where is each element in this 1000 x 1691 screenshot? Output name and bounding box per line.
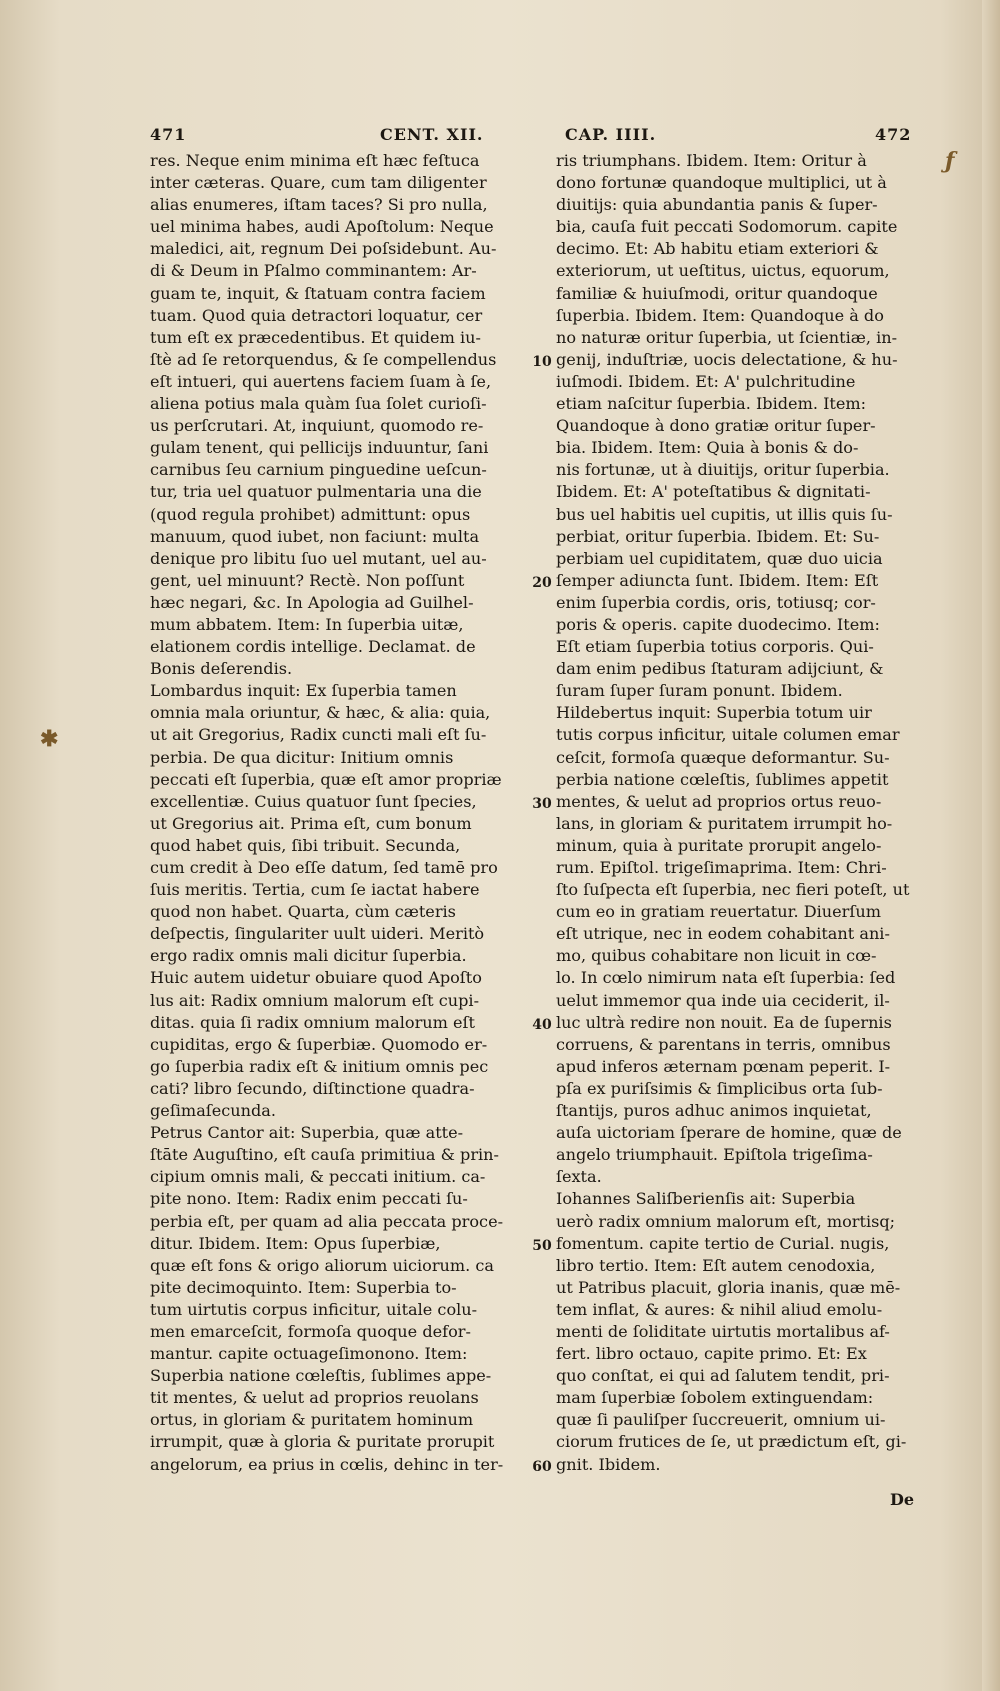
line-number-40: 40 — [532, 1017, 552, 1033]
left-column-line: aliena potius mala quàm ſua ſolet curioſi- — [150, 394, 487, 414]
left-page-number: 471 — [150, 125, 187, 144]
right-column-line: bia, cauſa fuit peccati Sodomorum. capite — [556, 217, 898, 237]
right-column-line: corruens, & parentans in terris, omnibus — [556, 1034, 891, 1054]
running-header — [150, 125, 910, 147]
margin-f-mark: ƒ — [945, 148, 955, 174]
left-column-line: maledici, ait, regnum Dei poſsidebunt. Au- — [150, 239, 497, 259]
left-column-line: cati? libro ſecundo, diſtinctione quadra- — [150, 1078, 475, 1098]
right-column-line: Eſt etiam ſuperbia totius corporis. Qui- — [556, 637, 874, 657]
right-column-line: uelut immemor qua inde uia ceciderit, il- — [556, 990, 890, 1010]
right-column-line: Ibidem. Et: A' poteſtatibus & dignitati- — [556, 482, 871, 502]
left-column-line: perbia eſt, per quam ad alia peccata proce- — [150, 1211, 504, 1231]
line-number-60: 60 — [532, 1459, 552, 1475]
left-column-line: manuum, quod iubet, non faciunt: multa — [150, 526, 480, 546]
left-column-line: guam te, inquit, & ſtatuam contra faciem — [150, 283, 486, 303]
left-column-line: Petrus Cantor ait: Superbia, quæ atte- — [150, 1123, 464, 1143]
right-column-line: ut Patribus placuit, gloria inanis, quæ mē- — [556, 1277, 901, 1297]
right-column-line: pſa ex puriſsimis & ſimplicibus orta ſub- — [556, 1078, 883, 1098]
right-column-line: lans, in gloriam & puritatem irrumpit ho- — [556, 813, 893, 833]
right-column-line: dono fortunæ quandoque multiplici, ut à — [556, 173, 887, 193]
right-column-line: decimo. Et: Ab habitu etiam exteriori & — [556, 239, 879, 259]
left-column-line: res. Neque enim minima eſt hæc feſtuca — [150, 151, 480, 170]
left-column-line: uel minima habes, audi Apoſtolum: Neque — [150, 217, 494, 237]
right-column-line: ſtantijs, puros adhuc animos inquietat, — [556, 1101, 872, 1121]
left-column-line: cupiditas, ergo & ſuperbiæ. Quomodo er- — [150, 1034, 488, 1054]
left-column-line: lus ait: Radix omnium malorum eſt cupi- — [150, 990, 480, 1010]
left-column-line: ditur. Ibidem. Item: Opus ſuperbiæ, — [150, 1233, 441, 1253]
right-page-number: 472 — [875, 125, 912, 144]
left-column-line: tum eſt ex præcedentibus. Et quidem iu- — [150, 327, 481, 347]
left-column-line: denique pro libitu ſuo uel mutant, uel au- — [150, 548, 487, 568]
left-column-line: ergo radix omnis mali dicitur ſuperbia. — [150, 946, 467, 966]
left-column-line: geſimaſecunda. — [150, 1101, 277, 1121]
left-column-line: gulam tenent, qui pellicijs induuntur, ſani — [150, 438, 489, 458]
left-column-line: tum uirtutis corpus inficitur, uitale colu- — [150, 1299, 478, 1319]
right-column-line: fomentum. capite tertio de Curial. nugis, — [556, 1233, 890, 1253]
left-column-line: perbia. De qua dicitur: Initium omnis — [150, 747, 454, 767]
right-column-line: tem inflat, & aures: & nihil aliud emolu- — [556, 1299, 883, 1319]
right-column-line: menti de ſoliditate uirtutis mortalibus af- — [556, 1321, 890, 1341]
right-column-line: mo, quibus cohabitare non licuit in cœ- — [556, 946, 877, 966]
left-column-line: eſt intueri, qui auertens faciem ſuam à ſe, — [150, 371, 492, 391]
left-column-line: excellentiæ. Cuius quatuor ſunt ſpecies, — [150, 791, 477, 811]
right-column-line: Quandoque à dono gratiæ oritur ſuper- — [556, 416, 876, 436]
left-column-line: ut ait Gregorius, Radix cuncti mali eſt ſu- — [150, 725, 487, 745]
right-column-line: bia. Ibidem. Item: Quia à bonis & do- — [556, 438, 859, 458]
right-column-line: ciorum frutices de ſe, ut prædictum eſt, gi- — [556, 1432, 907, 1452]
left-column-line: pite nono. Item: Radix enim peccati ſu- — [150, 1189, 468, 1209]
right-column-line: libro tertio. Item: Eſt autem cenodoxia, — [556, 1255, 876, 1275]
right-column-line: enim ſuperbia cordis, oris, totiusq; cor- — [556, 592, 876, 612]
line-number-30: 30 — [532, 796, 552, 812]
right-column-line: ris triumphans. Ibidem. Item: Oritur à — [556, 151, 867, 170]
right-column-line: mam ſuperbiæ ſobolem extinguendam: — [556, 1388, 874, 1408]
left-column-line: ut Gregorius ait. Prima eſt, cum bonum — [150, 813, 472, 833]
right-column-line: no naturæ oritur ſuperbia, ut ſcientiæ, in- — [556, 327, 898, 347]
right-column-line: perbia natione cœleſtis, ſublimes appetit — [556, 769, 889, 789]
right-column-line: Iohannes Saliſberienſis ait: Superbia — [556, 1189, 856, 1209]
left-column-line: cum credit à Deo eſſe datum, ſed tamē pro — [150, 858, 498, 877]
left-column-line: cipium omnis mali, & peccati initium. ca- — [150, 1167, 486, 1187]
right-column-line: tutis corpus inficitur, uitale columen emar — [556, 725, 900, 745]
right-column-line: exteriorum, ut ueſtitus, uictus, equorum, — [556, 261, 890, 281]
right-column-line: genij, induſtriæ, uocis delectatione, & hu- — [556, 349, 898, 369]
margin-asterisk-mark: ✱ — [40, 726, 59, 752]
right-column-line: ſto ſuſpecta eſt ſuperbia, nec fieri poteſt, ut — [556, 880, 910, 900]
left-column-line: irrumpit, quæ à gloria & puritate prorupit — [150, 1432, 495, 1452]
right-column-line: perbiat, oritur ſuperbia. Ibidem. Et: Su- — [556, 526, 880, 546]
right-column-line: nis fortunæ, ut à diuitijs, oritur ſuperbia. — [556, 460, 890, 480]
right-column-line: bus uel habitis uel cupitis, ut illis quis ſu- — [556, 504, 893, 524]
right-column-line: ſuram ſuper ſuram ponunt. Ibidem. — [556, 681, 843, 701]
left-column-line: ditas. quia ſi radix omnium malorum eſt — [150, 1012, 475, 1032]
left-column-line: Superbia natione cœleſtis, ſublimes appe- — [150, 1366, 492, 1386]
left-column-line: mum abbatem. Item: In ſuperbia uitæ, — [150, 614, 464, 634]
left-text-column — [150, 150, 528, 1476]
right-column-line: fert. libro octauo, capite primo. Et: Ex — [556, 1344, 867, 1364]
left-column-line: (quod regula prohibet) admittunt: opus — [150, 504, 471, 524]
page-edge — [982, 0, 1000, 1691]
right-column-line: cum eo in gratiam reuertatur. Diuerſum — [556, 902, 881, 922]
right-column-line: quo conſtat, ei qui ad ſalutem tendit, pri- — [556, 1366, 890, 1386]
right-column-line: uerò radix omnium malorum eſt, mortisq; — [556, 1211, 896, 1231]
right-column-line: diuitijs: quia abundantia panis & ſuper- — [556, 195, 878, 215]
left-column-line: go ſuperbia radix eſt & initium omnis pec — [150, 1056, 489, 1076]
left-column-line: Bonis deſerendis. — [150, 659, 293, 679]
right-column-line: gnit. Ibidem. — [556, 1454, 661, 1474]
left-column-line: Huic autem uidetur obuiare quod Apoſto — [150, 968, 482, 988]
right-column-line: poris & operis. capite duodecimo. Item: — [556, 614, 880, 634]
left-column-line: ſuis meritis. Tertia, cum ſe iactat habere — [150, 880, 480, 900]
right-column-line: minum, quia à puritate prorupit angelo- — [556, 835, 882, 855]
left-column-line: quod habet quis, ſibi tribuit. Secunda, — [150, 835, 461, 855]
left-column-line: us perſcrutari. At, inquiunt, quomodo re- — [150, 416, 484, 436]
left-column-line: gent, uel minuunt? Rectè. Non poſſunt — [150, 570, 465, 590]
left-column-line: elationem cordis intellige. Declamat. de — [150, 637, 476, 657]
right-column-line: auſa uictoriam ſperare de homine, quæ de — [556, 1123, 902, 1143]
right-column-line: apud inferos æternam pœnam peperit. I- — [556, 1056, 891, 1076]
left-column-line: men emarceſcit, formoſa quoque defor- — [150, 1321, 471, 1341]
right-column-line: eſt utrique, nec in eodem cohabitant ani- — [556, 924, 890, 944]
line-number-10: 10 — [532, 354, 552, 370]
right-column-line: mentes, & uelut ad proprios ortus reuo- — [556, 791, 882, 811]
left-column-line: carnibus ſeu carnium pinguedine ueſcun- — [150, 460, 487, 480]
left-column-line: quod non habet. Quarta, cùm cæteris — [150, 902, 456, 922]
right-column-line: perbiam uel cupiditatem, quæ duo uicia — [556, 548, 883, 568]
right-column-line: quæ ſi pauliſper ſuccreuerit, omnium ui- — [556, 1410, 886, 1430]
running-title-right: CAP. IIII. — [565, 125, 657, 144]
right-column-line: ceſcit, formoſa quæque deformantur. Su- — [556, 747, 890, 767]
right-column-line: luc ultrà redire non nouit. Ea de ſupernis — [556, 1012, 892, 1032]
left-column-line: omnia mala oriuntur, & hæc, & alia: quia, — [150, 703, 491, 723]
left-column-line: quæ eſt fons & origo aliorum uiciorum. ca — [150, 1255, 494, 1275]
running-title-left: CENT. XII. — [380, 125, 484, 144]
right-column-line: ſexta. — [556, 1167, 602, 1187]
right-column-line: etiam naſcitur ſuperbia. Ibidem. Item: — [556, 394, 867, 414]
right-column-line: iuſmodi. Ibidem. Et: A' pulchritudine — [556, 371, 856, 391]
left-column-line: pite decimoquinto. Item: Superbia to- — [150, 1277, 457, 1297]
left-column-line: mantur. capite octuageſimonono. Item: — [150, 1344, 468, 1364]
left-column-line: ortus, in gloriam & puritatem hominum — [150, 1410, 474, 1430]
right-column-line: ſemper adiuncta ſunt. Ibidem. Item: Eſt — [556, 570, 879, 590]
left-column-line: peccati eſt ſuperbia, quæ eſt amor propriæ — [150, 769, 502, 789]
right-column-line: rum. Epiſtol. trigeſimaprima. Item: Chri- — [556, 858, 887, 877]
left-column-line: di & Deum in Pſalmo comminantem: Ar- — [150, 261, 477, 281]
right-column-line: lo. In cœlo nimirum nata eſt ſuperbia: ſed — [556, 968, 896, 988]
right-column-line: familiæ & huiuſmodi, oritur quandoque — [556, 283, 878, 303]
catchword: De — [890, 1490, 915, 1509]
left-column-line: tit mentes, & uelut ad proprios reuolans — [150, 1388, 479, 1408]
left-column-line: tuam. Quod quia detractori loquatur, cer — [150, 305, 483, 325]
line-number-50: 50 — [532, 1238, 552, 1254]
left-column-line: inter cæteras. Quare, cum tam diligenter — [150, 173, 487, 193]
right-column-line: Hildebertus inquit: Superbia totum uir — [556, 703, 872, 723]
left-column-line: angelorum, ea prius in cœlis, dehinc in ter- — [150, 1454, 504, 1474]
left-column-line: hæc negari, &c. In Apologia ad Guilhel- — [150, 592, 474, 612]
line-number-20: 20 — [532, 575, 552, 591]
left-column-line: deſpectis, ſingulariter uult uideri. Meritò — [150, 924, 485, 944]
right-column-line: dam enim pedibus ſtaturam adijciunt, & — [556, 659, 884, 679]
left-column-line: tur, tria uel quatuor pulmentaria una die — [150, 482, 482, 502]
right-column-line: angelo triumphauit. Epiſtola trigeſima- — [556, 1145, 873, 1165]
right-text-column — [556, 150, 922, 1476]
left-column-line: Lombardus inquit: Ex ſuperbia tamen — [150, 681, 457, 701]
left-column-line: ſtè ad ſe retorquendus, & ſe compellendus — [150, 349, 497, 369]
right-column-line: ſuperbia. Ibidem. Item: Quandoque à do — [556, 305, 884, 325]
left-column-line: ſtāte Auguſtino, eſt cauſa primitiua & prin- — [150, 1145, 499, 1165]
left-column-line: alias enumeres, iſtam taces? Si pro nulla, — [150, 195, 488, 215]
